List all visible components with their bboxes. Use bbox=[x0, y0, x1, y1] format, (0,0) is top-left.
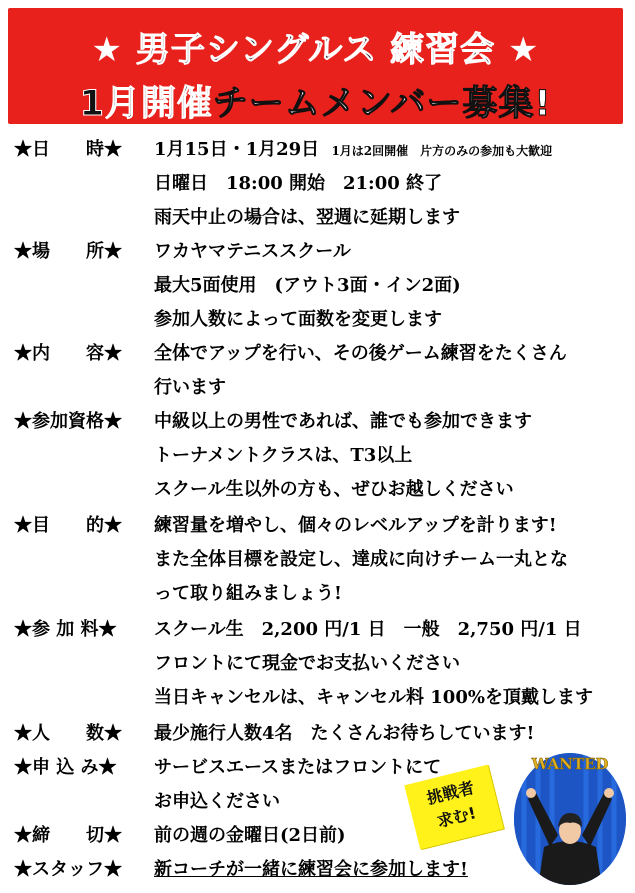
banner-month-text: 1月開催 bbox=[79, 84, 213, 124]
place-line3: 参加人数によって面数を変更します bbox=[154, 309, 442, 330]
date-main: 1月15日・1月29日 bbox=[154, 139, 320, 160]
label-fee: ★参 加 料★ bbox=[14, 619, 117, 640]
purpose-line1: 練習量を増やし、個々のレベルアップを計ります! bbox=[154, 515, 557, 536]
label-date: ★日 時★ bbox=[14, 139, 122, 160]
purpose-line2: また全体目標を設定し、達成に向けチーム一丸とな bbox=[154, 549, 568, 570]
wanted-illustration bbox=[510, 747, 629, 887]
place-line2: 最大5面使用 (アウト3面・イン2面) bbox=[154, 275, 461, 296]
people-line1: 最少施行人数4名 たくさんお待ちしています! bbox=[154, 723, 535, 744]
star-icon-left: ★ bbox=[91, 30, 124, 70]
label-apply: ★申 込 み★ bbox=[14, 757, 117, 778]
content-line1: 全体でアップを行い、その後ゲーム練習をたくさん bbox=[154, 343, 567, 364]
eligibility-line1: 中級以上の男性であれば、誰でも参加できます bbox=[154, 411, 532, 432]
header-banner bbox=[8, 8, 623, 124]
label-place: ★場 所★ bbox=[14, 241, 122, 262]
place-line1: ワカヤマテニススクール bbox=[154, 241, 351, 262]
date-line2: 日曜日 18:00 開始 21:00 終了 bbox=[154, 173, 443, 194]
banner-title-line2 bbox=[8, 76, 623, 126]
date-line3: 雨天中止の場合は、翌週に延期します bbox=[154, 207, 460, 228]
eligibility-line2: トーナメントクラスは、T3以上 bbox=[154, 445, 413, 466]
label-deadline: ★締 切★ bbox=[14, 825, 122, 846]
staff-line1: 新コーチが一緒に練習会に参加します! bbox=[154, 859, 468, 880]
fee-line3: 当日キャンセルは、キャンセル料 100%を頂戴します bbox=[154, 687, 593, 708]
label-content: ★内 容★ bbox=[14, 343, 122, 364]
apply-line1: サービスエースまたはフロントにて bbox=[154, 757, 442, 778]
banner-title-text: 男子シングルス 練習会 bbox=[135, 30, 496, 70]
sticker-text bbox=[406, 770, 502, 839]
purpose-line3: って取り組みましょう! bbox=[154, 583, 342, 604]
wanted-text: WANTED bbox=[531, 755, 609, 773]
label-people: ★人 数★ bbox=[14, 723, 122, 744]
date-note: 1月は2回開催 片方のみの参加も大歓迎 bbox=[331, 144, 553, 158]
banner-title-line1 bbox=[8, 22, 623, 71]
label-purpose: ★目 的★ bbox=[14, 515, 122, 536]
deadline-line1: 前の週の金曜日(2日前) bbox=[154, 825, 346, 846]
sticker-line1: 挑戦者 bbox=[424, 777, 477, 808]
fee-line2: フロントにて現金でお支払いください bbox=[154, 653, 460, 674]
date-line1 bbox=[154, 135, 552, 161]
apply-line2: お申込ください bbox=[154, 791, 280, 812]
star-icon-right: ★ bbox=[507, 30, 540, 70]
eligibility-line3: スクール生以外の方も、ぜひお越しください bbox=[154, 479, 514, 500]
banner-recruit-text: チームメンバー募集! bbox=[212, 84, 552, 124]
sticker-line2: 求む! bbox=[435, 803, 478, 832]
label-eligibility: ★参加資格★ bbox=[14, 411, 122, 432]
content-line2: 行います bbox=[154, 377, 226, 398]
wanted-figure-icon bbox=[510, 747, 629, 887]
label-staff: ★スタッフ★ bbox=[14, 859, 122, 880]
fee-line1: スクール生 2,200 円/1 日 一般 2,750 円/1 日 bbox=[154, 619, 582, 640]
